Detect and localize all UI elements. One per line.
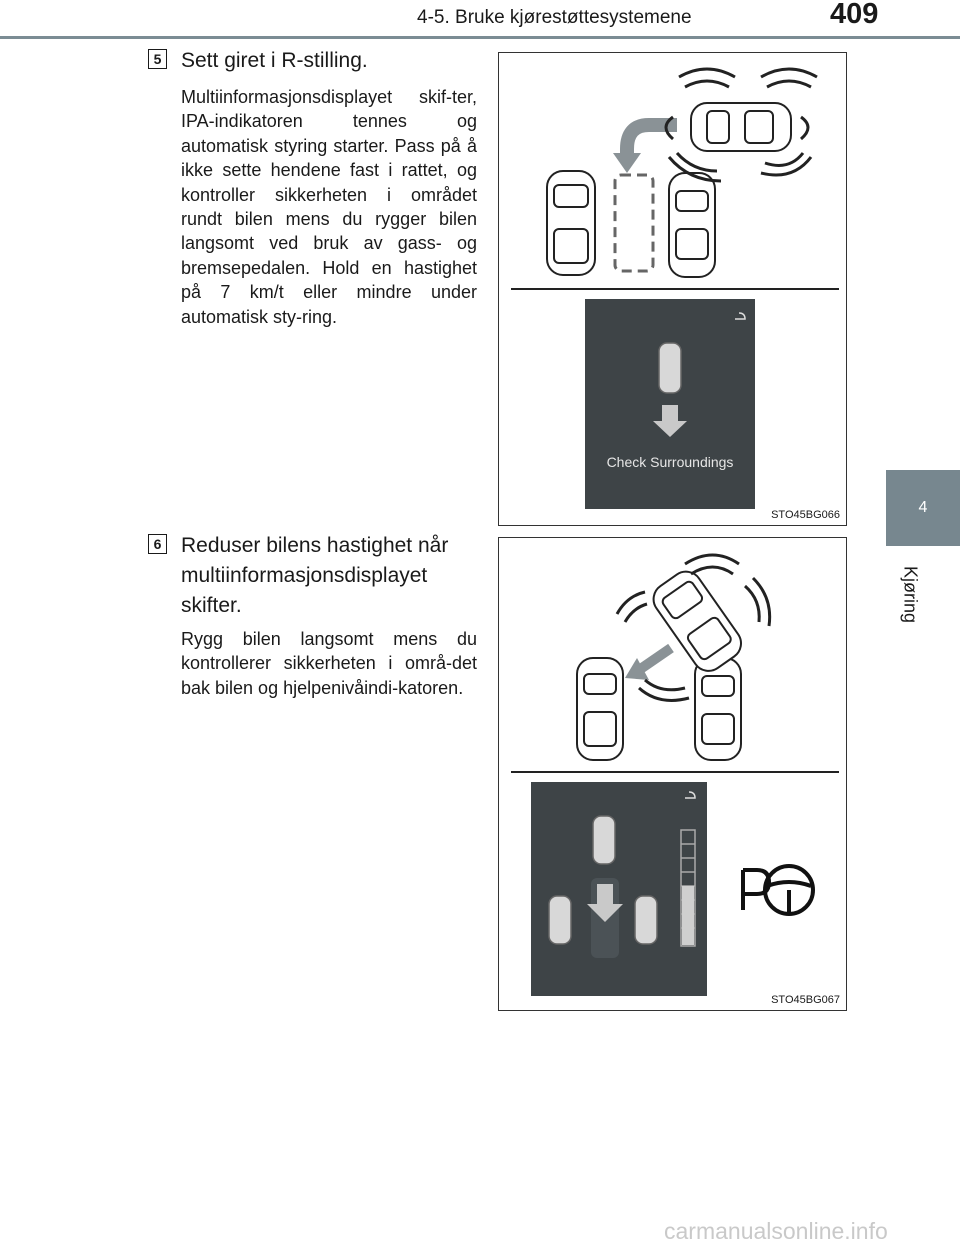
reversing-car [691,103,791,151]
parking-diagram-illustration [499,53,845,525]
parked-car-left [547,171,595,275]
figure-code: STO45BG067 [771,994,840,1006]
page-header [0,0,960,40]
section-title: 4-5. Bruke kjørestøttesystemene [417,7,692,28]
parked-car-left [577,658,623,760]
watermark: carmanualsonline.info [664,1218,888,1244]
multi-info-display [585,299,755,509]
parking-diagram-illustration [499,538,845,1010]
screen-message: Check Surroundings [606,454,734,470]
target-space [615,175,653,271]
chapter-label-wrap [880,560,940,630]
figure-step-5 [498,52,847,526]
step-number-badge: 6 [148,534,167,554]
parked-car-right [669,173,715,277]
chapter-tab[interactable] [886,470,960,546]
chapter-number: 4 [918,499,928,516]
turn-arrow [627,125,677,157]
parked-car-right [695,658,741,760]
step-body: Rygg bilen langsomt mens du kontrollerer sikkerheten i områ-det bak bilen og hjelpenivåindi-katoren. [181,629,477,698]
chapter-label: Kjøring [900,565,921,623]
step-number-badge: 5 [148,49,167,69]
figure-step-6 [498,537,847,1011]
step-heading: Reduser bilens hastighet når multiinformasjonsdisplayet skifter. [181,534,449,617]
step-body: Multiinformasjonsdisplayet skif-ter, IPA-indikatoren tennes og automatisk styring starter. Pass på å ikke sette hendene fast i rattet, og kontroller sikkerheten i området rundt bilen mens du rygger bilen langsomt ved bruk av gass- og bremsepedalen. Hold en hastighet på 7 km/t eller mindre under automatisk sty-ring. [181,87,477,327]
reverse-arrow [639,648,671,670]
step-heading: Sett giret i R-stilling. [181,49,368,72]
ipa-indicator-icon [743,866,813,914]
header-rule [0,36,960,39]
page-number: 409 [830,0,879,30]
figure-code: STO45BG066 [771,509,840,521]
